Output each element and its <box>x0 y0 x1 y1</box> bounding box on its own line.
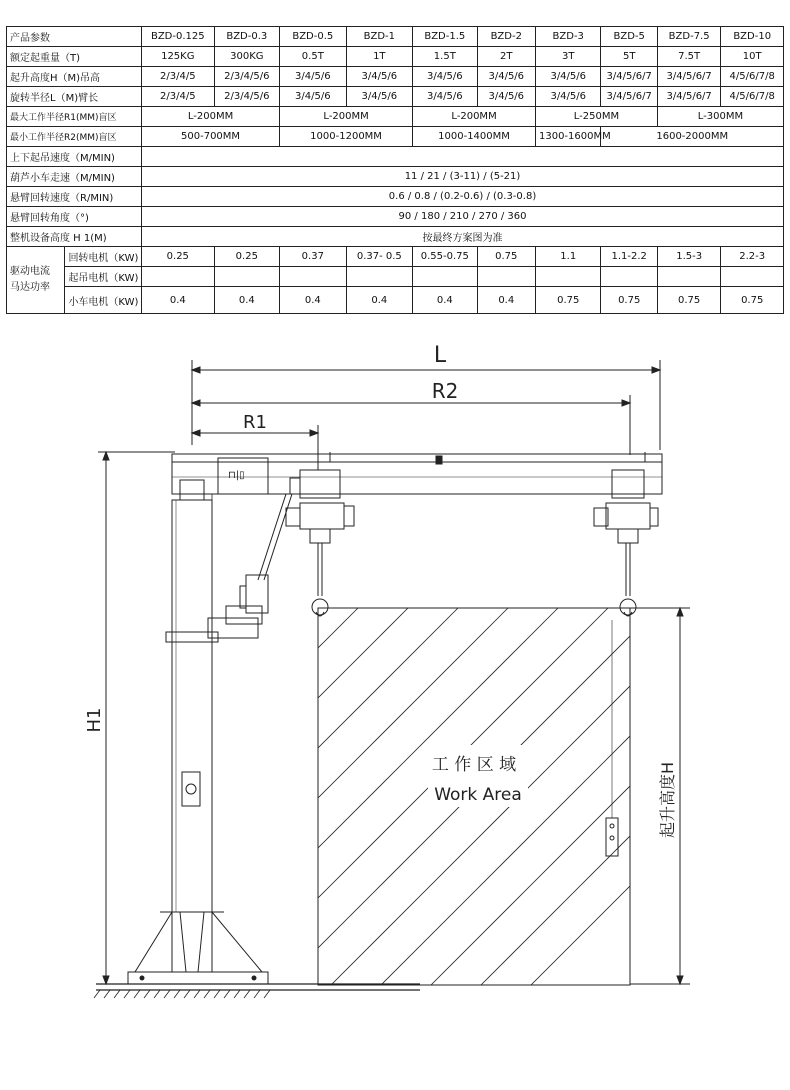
dimension-H <box>630 608 690 984</box>
header-model: BZD-0.5 <box>280 27 347 47</box>
header-model: BZD-2 <box>477 27 535 47</box>
table-cell: 3/4/5/6 <box>346 87 413 107</box>
slew-angle-row <box>7 207 784 227</box>
table-cell: 1000-1400MM <box>413 127 536 147</box>
table-cell: 5T <box>601 47 657 67</box>
row-label: 起吊电机（KW) <box>65 267 142 287</box>
table-cell <box>413 267 477 287</box>
table-cell: 0.37- 0.5 <box>346 247 413 267</box>
dim-H-label: 起升高度H <box>658 761 677 839</box>
work-area-label-en: Work Area <box>434 785 522 805</box>
table-cell: 1.5-3 <box>657 247 720 267</box>
table-cell: 1.5T <box>413 47 477 67</box>
table-cell: 3/4/5/6/7 <box>657 87 720 107</box>
header-model: BZD-1 <box>346 27 413 47</box>
table-cell: 3/4/5/6 <box>346 67 413 87</box>
table-cell: 0.75 <box>657 287 720 314</box>
table-cell: 4/5/6/7/8 <box>721 87 784 107</box>
table-cell: 3/4/5/6 <box>413 67 477 87</box>
header-param: 产品参数 <box>7 27 142 47</box>
table-cell: 3/4/5/6 <box>535 67 601 87</box>
table-cell <box>721 267 784 287</box>
table-cell: 3/4/5/6 <box>477 67 535 87</box>
table-cell: 0.4 <box>280 287 347 314</box>
table-cell: L-200MM <box>142 107 280 127</box>
table-cell <box>601 267 657 287</box>
table-cell: 11 / 21 / (3-11) / (5-21) <box>142 167 784 187</box>
table-cell: 2T <box>477 47 535 67</box>
lift-height-row <box>7 67 784 87</box>
row-label: 上下起吊速度（M/MIN) <box>7 147 142 167</box>
header-model: BZD-1.5 <box>413 27 477 47</box>
jib-crane-drawing <box>0 336 790 1016</box>
work-area-label-cn: 工 作 区 域 <box>431 755 517 775</box>
motor-group-label <box>7 247 65 314</box>
motor-row <box>7 267 784 287</box>
motor-row <box>7 247 784 267</box>
table-cell: 7.5T <box>657 47 720 67</box>
capacity-row <box>7 47 784 67</box>
row-label: 旋转半径L（M)臂长 <box>7 87 142 107</box>
hoist-near <box>286 470 354 616</box>
table-cell <box>214 267 280 287</box>
max-radius-row <box>7 107 784 127</box>
table-cell: L-200MM <box>280 107 413 127</box>
min-radius-row <box>7 127 784 147</box>
row-label: 悬臂回转角度（°) <box>7 207 142 227</box>
row-label: 最小工作半径R2(MM)盲区 <box>7 127 142 147</box>
table-cell: 2.2-3 <box>721 247 784 267</box>
table-cell: 10T <box>721 47 784 67</box>
header-row <box>7 27 784 47</box>
hoist-far <box>594 470 658 856</box>
ground-line <box>94 984 420 998</box>
motor-label-line1: 驱动电流 <box>10 266 50 277</box>
dim-H1-label: H1 <box>84 707 105 733</box>
table-cell: L-300MM <box>657 107 783 127</box>
table-cell: 3/4/5/6/7 <box>601 87 657 107</box>
table-cell: 0.4 <box>346 287 413 314</box>
row-label: 葫芦小车走速（M/MIN) <box>7 167 142 187</box>
table-cell: 0.55-0.75 <box>413 247 477 267</box>
row-label: 起升高度H（M)吊高 <box>7 67 142 87</box>
table-cell <box>142 147 784 167</box>
table-cell: 0.75 <box>601 287 657 314</box>
crane-column <box>166 480 218 912</box>
table-cell: 2/3/4/5/6 <box>214 67 280 87</box>
table-cell: 3/4/5/6/7 <box>657 67 720 87</box>
dim-R1-label: R1 <box>243 412 267 433</box>
slew-radius-row <box>7 87 784 107</box>
table-cell: 1600-2000MM <box>601 127 784 147</box>
dimension-L <box>192 343 660 450</box>
table-cell: 0.6 / 0.8 / (0.2-0.6) / (0.3-0.8) <box>142 187 784 207</box>
table-cell <box>346 267 413 287</box>
table-cell: 0.4 <box>142 287 215 314</box>
table-cell: 0.4 <box>477 287 535 314</box>
slew-drive <box>208 494 292 638</box>
header-model: BZD-5 <box>601 27 657 47</box>
table-cell: 0.5T <box>280 47 347 67</box>
table-cell: 2/3/4/5/6 <box>214 87 280 107</box>
table-cell: L-200MM <box>413 107 536 127</box>
row-label: 小车电机（KW) <box>65 287 142 314</box>
table-cell: 500-700MM <box>142 127 280 147</box>
table-cell: 1000-1200MM <box>280 127 413 147</box>
lift-speed-row <box>7 147 784 167</box>
dim-R2-label: R2 <box>431 379 459 403</box>
trolley-speed-row <box>7 167 784 187</box>
column-base <box>128 912 268 984</box>
dimension-R1 <box>192 412 318 470</box>
control-box-glyph: ⊓|▯ <box>228 470 245 481</box>
table-cell <box>657 267 720 287</box>
header-model: BZD-3 <box>535 27 601 47</box>
row-label: 整机设备高度 H 1(M) <box>7 227 142 247</box>
table-cell: 1T <box>346 47 413 67</box>
table-cell: 3/4/5/6 <box>280 87 347 107</box>
row-label: 额定起重量（T) <box>7 47 142 67</box>
table-cell: 0.75 <box>721 287 784 314</box>
table-cell: 1.1-2.2 <box>601 247 657 267</box>
table-cell: 0.75 <box>535 287 601 314</box>
table-cell: 1300-1600MM <box>535 127 601 147</box>
table-cell: 3/4/5/6 <box>413 87 477 107</box>
table-cell: 3/4/5/6 <box>477 87 535 107</box>
table-cell: 300KG <box>214 47 280 67</box>
table-cell: 0.37 <box>280 247 347 267</box>
table-cell: 90 / 180 / 210 / 270 / 360 <box>142 207 784 227</box>
table-cell <box>535 267 601 287</box>
table-cell: L-250MM <box>535 107 657 127</box>
table-cell: 125KG <box>142 47 215 67</box>
table-cell: 0.75 <box>477 247 535 267</box>
dimension-H1 <box>84 452 175 984</box>
row-label: 回转电机（KW) <box>65 247 142 267</box>
motor-label-line2: 马达功率 <box>10 282 50 293</box>
table-cell: 0.25 <box>214 247 280 267</box>
table-cell: 3T <box>535 47 601 67</box>
table-cell: 2/3/4/5 <box>142 87 215 107</box>
table-cell: 4/5/6/7/8 <box>721 67 784 87</box>
spec-table <box>6 26 784 314</box>
slew-speed-row <box>7 187 784 207</box>
row-label: 最大工作半径R1(MM)盲区 <box>7 107 142 127</box>
table-cell: 3/4/5/6 <box>535 87 601 107</box>
dim-L-label: L <box>433 343 447 368</box>
total-height-row <box>7 227 784 247</box>
table-cell: 3/4/5/6 <box>280 67 347 87</box>
table-cell: 0.25 <box>142 247 215 267</box>
header-model: BZD-10 <box>721 27 784 47</box>
table-cell: 0.4 <box>214 287 280 314</box>
table-cell: 2/3/4/5 <box>142 67 215 87</box>
motor-row <box>7 287 784 314</box>
header-model: BZD-0.125 <box>142 27 215 47</box>
table-cell: 3/4/5/6/7 <box>601 67 657 87</box>
table-cell <box>477 267 535 287</box>
row-label: 悬臂回转速度（R/MIN) <box>7 187 142 207</box>
crane-boom <box>172 452 662 494</box>
table-cell <box>280 267 347 287</box>
table-cell <box>142 267 215 287</box>
table-cell: 0.4 <box>413 287 477 314</box>
header-model: BZD-7.5 <box>657 27 720 47</box>
header-model: BZD-0.3 <box>214 27 280 47</box>
table-cell: 按最终方案图为准 <box>142 227 784 247</box>
work-area <box>318 608 790 1090</box>
table-cell: 1.1 <box>535 247 601 267</box>
